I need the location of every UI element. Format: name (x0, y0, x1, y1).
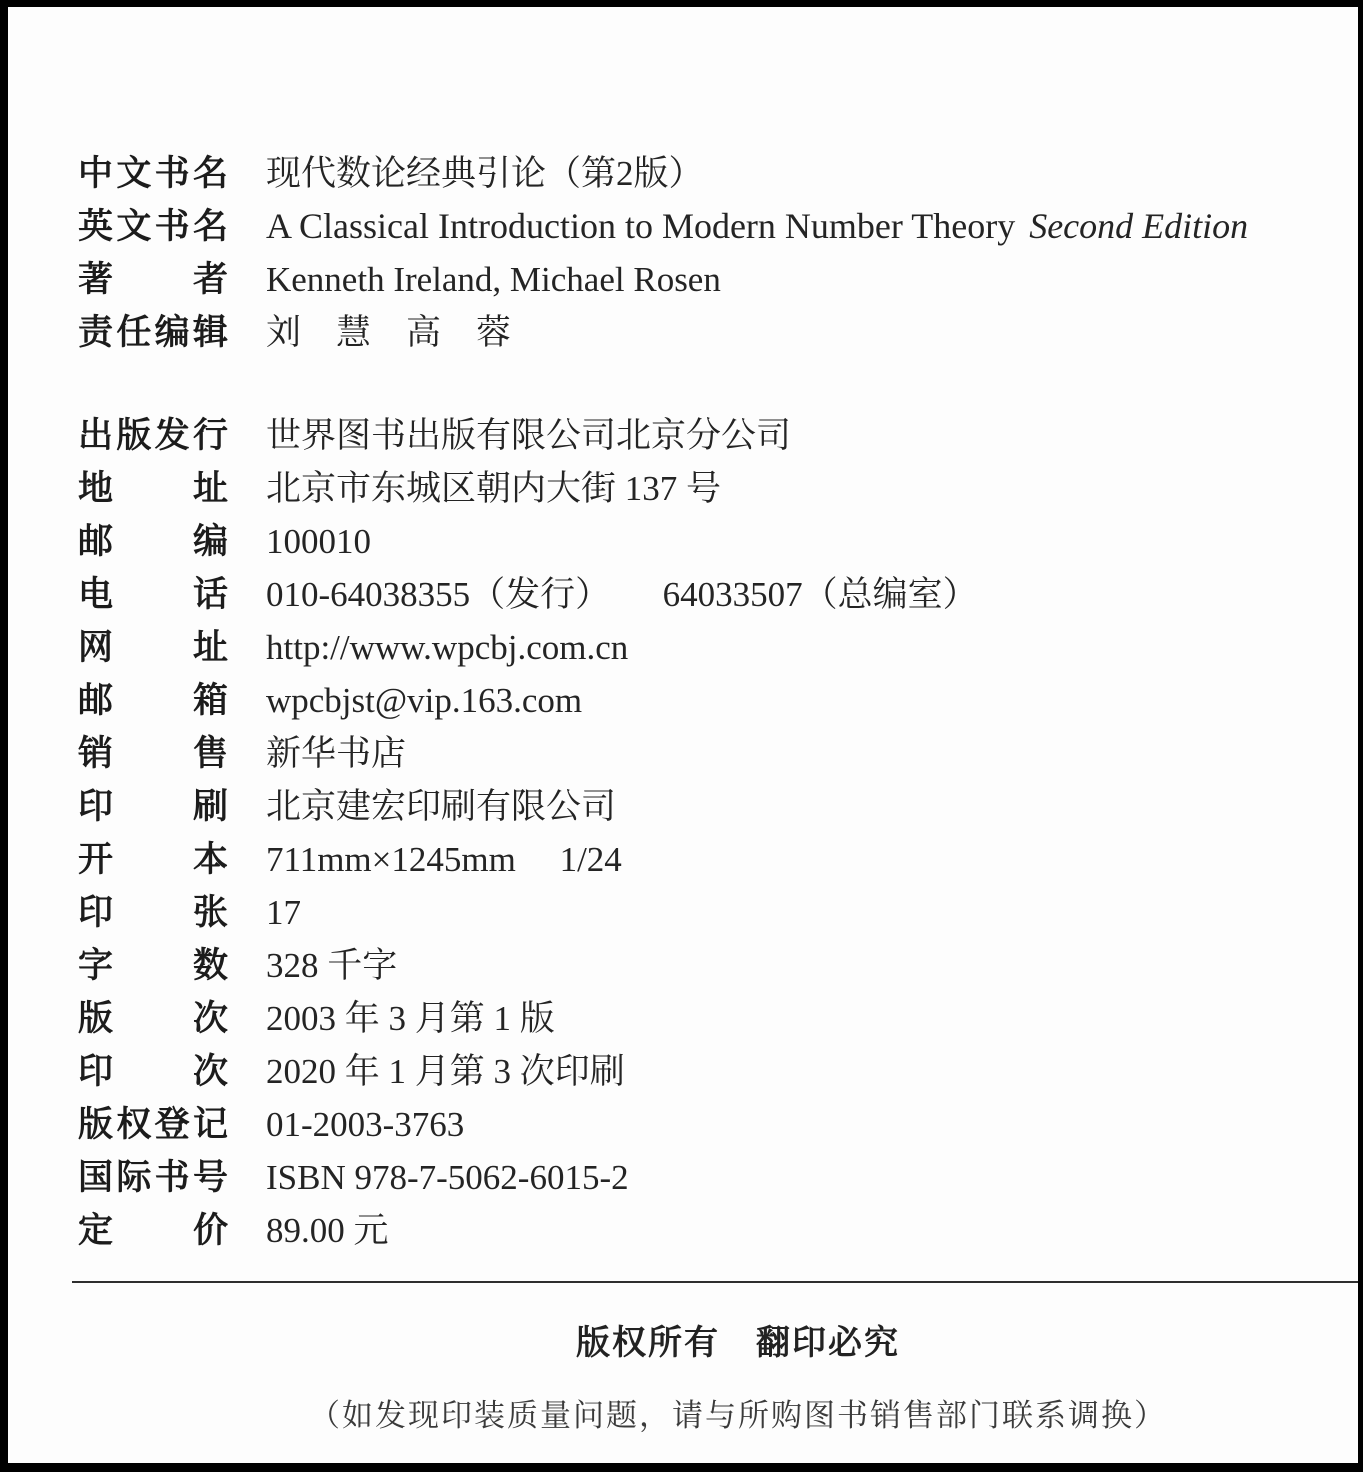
row-english-title (78, 200, 1358, 253)
row-value (266, 200, 1248, 253)
row-editors (78, 306, 1358, 359)
row-value: 北京市东城区朝内大街 137 号 (266, 469, 722, 508)
row-label: 版权登记 (78, 1105, 228, 1144)
row-sales (78, 727, 1358, 780)
row-value: 世界图书出版有限公司北京分公司 (266, 416, 792, 455)
row-label: 邮箱 (78, 681, 228, 720)
row-label: 版次 (78, 999, 228, 1038)
row-value: 北京建宏印刷有限公司 (266, 787, 617, 826)
row-chinese-title (78, 147, 1358, 200)
row-label: 邮编 (78, 522, 228, 561)
row-label: 中文书名 (78, 154, 228, 193)
row-sheets (78, 886, 1358, 939)
row-label: 开本 (78, 840, 228, 879)
row-printing (78, 1045, 1358, 1098)
row-label: 印刷 (78, 787, 228, 826)
row-label: 出版发行 (78, 416, 228, 455)
row-address (78, 462, 1358, 515)
row-price (78, 1204, 1358, 1257)
row-label: 网址 (78, 628, 228, 667)
row-label: 英文书名 (78, 207, 228, 246)
row-email (78, 674, 1358, 727)
row-value: Kenneth Ireland, Michael Rosen (266, 260, 721, 299)
row-wordcount (78, 939, 1358, 992)
colophon-table (8, 7, 1358, 1257)
row-authors (78, 253, 1358, 306)
row-value: 89.00 元 (266, 1211, 389, 1250)
divider-rule (72, 1281, 1358, 1283)
colophon-page (8, 7, 1358, 1463)
row-label: 电话 (78, 575, 228, 614)
row-value: 刘 慧 高 蓉 (266, 313, 512, 352)
row-value: 711mm×1245mm 1/24 (266, 840, 622, 879)
row-value: ISBN 978-7-5062-6015-2 (266, 1158, 629, 1197)
row-label: 销售 (78, 734, 228, 773)
english-title-text: A Classical Introduction to Modern Number Theory (266, 206, 1016, 246)
row-label: 印张 (78, 893, 228, 932)
row-printer (78, 780, 1358, 833)
footer (118, 1315, 1358, 1435)
row-value: http://www.wpcbj.com.cn (266, 628, 629, 667)
row-value: 17 (266, 893, 301, 932)
row-label: 定价 (78, 1211, 228, 1250)
row-postcode (78, 515, 1358, 568)
row-value: 新华书店 (266, 734, 407, 773)
row-label: 责任编辑 (78, 313, 228, 352)
row-value: 01-2003-3763 (266, 1105, 465, 1144)
english-title-edition: Second Edition (1029, 206, 1249, 246)
row-label: 国际书号 (78, 1158, 228, 1197)
row-label: 著者 (78, 260, 228, 299)
copyright-notice: 版权所有 翻印必究 (576, 1324, 900, 1362)
row-telephone (78, 568, 1358, 621)
row-value: 328 千字 (266, 946, 398, 985)
row-copyright-registration (78, 1098, 1358, 1151)
row-isbn (78, 1151, 1358, 1204)
row-website (78, 621, 1358, 674)
row-value: 2020 年 1 月第 3 次印刷 (266, 1052, 625, 1091)
row-value: 010-64038355（发行） 64033507（总编室） (266, 575, 978, 614)
quality-note: （如发现印装质量问题，请与所购图书销售部门联系调换） (309, 1398, 1167, 1433)
row-format (78, 833, 1358, 886)
row-value: 现代数论经典引论（第2版） (266, 154, 704, 193)
row-edition (78, 992, 1358, 1045)
row-label: 地址 (78, 469, 228, 508)
row-value: 100010 (266, 522, 371, 561)
row-label: 印次 (78, 1052, 228, 1091)
row-value: 2003 年 3 月第 1 版 (266, 999, 555, 1038)
row-label: 字数 (78, 946, 228, 985)
row-value: wpcbjst@vip.163.com (266, 681, 583, 720)
row-publisher (78, 409, 1358, 462)
